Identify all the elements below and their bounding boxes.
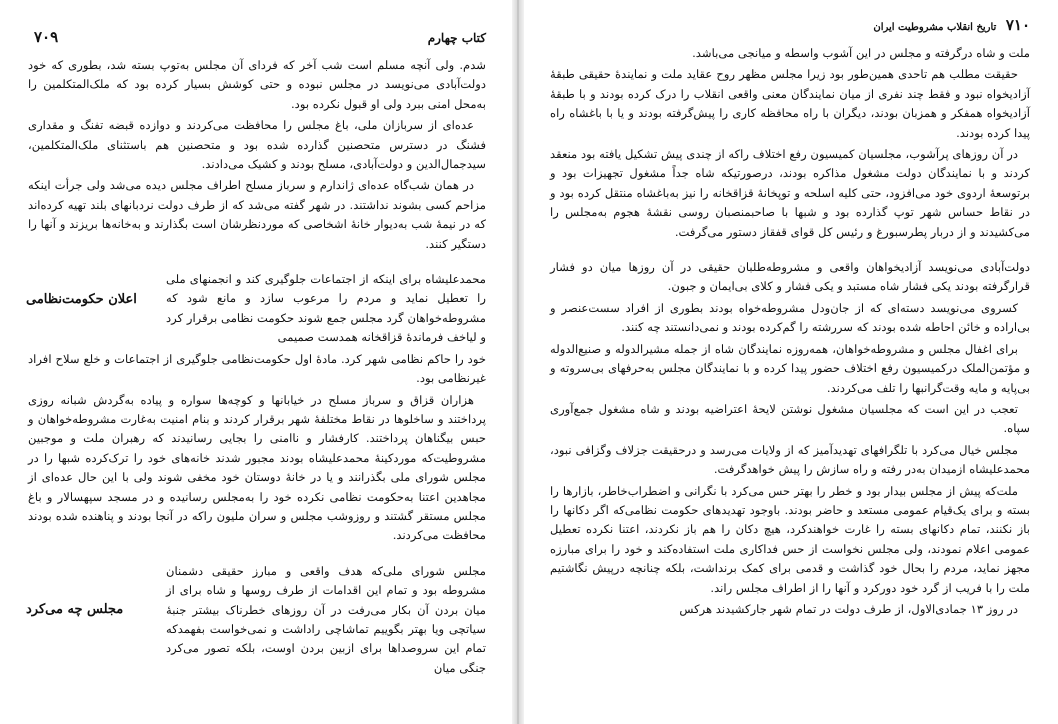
section-boxed-text: محمدعلیشاه برای اینکه از اجتماعات جلوگیری کند و انجمنهای ملی را تعطیل نماید و مردم را مرعوب سازد و مانع شود که مشروطه‌خواهان گرد مجلس جمع شوند حکومت نظامی برقرار کرد و لیاخف فرماندهٔ قزاقخانه همدست صمیمی: [166, 272, 486, 345]
spacer: [28, 548, 486, 562]
paragraph: برای اغفال مجلس و مشروطه‌خواهان، همه‌روزه نمایندگان شاه از جمله مشیرالدوله و صنیع‌الدوله و مؤتمن‌الملک درکمیسیون رفع اختلاف حضور پیدا کرده و با نمایندگان مجلس به‌حرفهای بی‌سروته و بی‌پایه و مایه وقت‌گرانبها را تلف می‌کردند.: [550, 341, 1030, 395]
paragraph: کسروی می‌نویسد دسته‌ای که از جان‌ودل مشروطه‌خواه بودند بطوری از افراد سست‌عنصر و بی‌اراده و خائن احاطه شده بودند که سررشته را گم‌کرده بودند و نمی‌دانستند چه کنند.: [550, 300, 1030, 335]
paragraph: ملت و شاه درگرفته و مجلس در این آشوب واسطه و میانجی می‌باشد.: [692, 46, 1030, 60]
paragraph: حقیقت مطلب هم تاحدی همین‌طور بود زیرا مجلس مظهر روح عقاید ملت و نمایندهٔ حقیقی طبقهٔ آزادیخواه نبود و فقط چند نفری از میان نمایندگان معنی واقعی انقلاب را درک کرده بودند و با طبقهٔ آزادیخواه همفکر و همزبان بودند، دیگران با راه محافظه کاری را پیش‌گرفته بودند و یا با باغشاه راه پیدا کرده بودند.: [550, 67, 1030, 140]
left-running-header: [28, 28, 486, 46]
right-header-group: [873, 16, 1030, 34]
left-body: [28, 56, 486, 678]
paragraph: هزاران قزاق و سرباز مسلح در خیابانها و کوچه‌ها سواره و پیاده به‌گردش شبانه روزی پرداختند و ساخلوها در نقاط مختلفهٔ شهر برقرار کردند و بنام امنیت به‌غارت مشروطه‌خواهان و حبس بیگناهان پرداختند. کارفشار و ناامنی را بجایی رسانیدند که رهبران ملت و موجبین مشروطیت‌که موردکینهٔ محمدعلیشاه بودند مجبور شدند خانه‌های خود را ترک‌کرده شبها را در مجلس شورای ملی بگذرانند و یا در خانهٔ دوستان خود مخفی شوند ولی با این حال عده‌ای از مجاهدین اعتنا به‌حکومت نظامی نکرده خود را به‌مجلس رسانیده و در مسجد سپهسالار و باغ مجلس مستقر گشتند و روزوشب مجلس و سران ملیون راکه در آنجا بودند و پناهنده شده بودند محافظت می‌کردند.: [28, 392, 486, 543]
right-body: [550, 44, 1030, 619]
paragraph: در آن روزهای پرآشوب، مجلسیان کمیسیون رفع اختلاف راکه از چندی پیش تشکیل یافته بود منعقد کردند و با نمایندگان دولت مشغول مذاکره بودند، درصورتیکه شاه جداً مشغول تجهیزات بود و برتوسعهٔ اردوی خود می‌افزود، حتی کلیه اسلحه و توپخانهٔ قزاقخانه را نیز به‌باغشاه منتقل کرده بود و در نقاط حساس شهر توپ گذارده بود و شبها با صاحبمنصبان روسی نقشهٔ هجوم به‌مجلس را می‌کشیدند و از دربار پطرسبورغ و رئیس کل قوای قفقاز دستور می‌گرفت.: [550, 147, 1030, 239]
paragraph: ملت‌که پیش از مجلس بیدار بود و خطر را بهتر حس می‌کرد با نگرانی و اضطراب‌خاطر، بازارها را بسته و برای یک‌قیام عمومی مستعد و حاضر بودند. باوجود تهدیدهای حکومت نظامی‌که اگر دکانها را باز نکنند، تمام دکانهای بسته را غارت خواهند‌کرد، هیچ دکان را هم باز نکردند، اعتنا نکرده تعطیل عمومی اعلام نمودند، ولی مجلس نخواست از حس فداکاری ملت استفاده‌کند و خود را برای مبارزه مجهز نماید، مردم را بحال خود گذاشت و قدمی برای کمک برنداشت، بلکه چنانچه درپیش نگاشتیم ملت را با فریب از گرد خود دورکرد و آنها را از اطراف مجلس راند.: [550, 483, 1030, 595]
paragraph: در روز ۱۳ جمادی‌الاول، از طرف دولت در تمام شهر جارکشیدند هرکس: [679, 601, 1018, 616]
section-boxed-text: مجلس شورای ملی‌که هدف واقعی و مبارز حقیقی دشمنان مشروطه بود و تمام این اقدامات از طرف روسها و شاه برای از میان بردن آن بکار می‌رفت در آن روزهای خطرناک بیشتر جنبهٔ سیاتچی ویا بهتر بگوییم تماشاچی راداشت و نمی‌خواست بفهمدکه تمام این سروصداها برای ازبین بردن اوست، بلکه تصور می‌کرد جنگی میان: [166, 563, 486, 675]
right-header-title: تاریخ انقلاب مشروطیت ایران: [873, 22, 997, 33]
right-page-number: ۷۱۰: [1005, 16, 1030, 34]
margin-title-parliament: مجلس چه می‌کرد: [26, 601, 124, 617]
paragraph: مجلس خیال می‌کرد با تلگرافهای تهدیدآمیز که از ولایات می‌رسد و درحقیقت جزلاف وگزافی نبود، محمدعلیشاه ازمیدان به‌در رفته و راه سازش را پیش خواهدگرفت.: [550, 442, 1030, 477]
spacer: [28, 256, 486, 270]
paragraph: خود را حاکم نظامی شهر کرد. مادهٔ اول حکومت‌نظامی جلوگیری از اجتماعات و خلع سلاح افراد غیرنظامی بود.: [28, 351, 486, 386]
left-page-number: ۷۰۹: [34, 28, 59, 46]
spacer: [550, 244, 1030, 258]
margin-title-martial-law: اعلان حکومت‌نظامی: [26, 292, 137, 308]
right-page: [526, 0, 1058, 724]
section-parliament: [28, 562, 486, 678]
left-header-title: کتاب چهارم: [427, 31, 486, 45]
paragraph: تعجب در این است که مجلسیان مشغول نوشتن لایحهٔ اعتراضیه بودند و شاه مشغول جمع‌آوری سپاه.: [550, 401, 1030, 436]
section-martial-law: [28, 270, 486, 546]
paragraph: شدم. ولی آنچه مسلم است شب آخر که فردای آن مجلس به‌توپ بسته شد، بطوری که خود دولت‌آبادی می‌نویسد در مجلس نبوده و حتی کوشش بسیار کرده بود که ملک‌المتکلمین را به‌محل امنی ببرد ولی او قبول نکرده بود.: [28, 58, 486, 111]
paragraph: در همان شب‌گاه عده‌ای ژاندارم و سرباز مسلح اطراف مجلس دیده می‌شد ولی جرأت اینکه مزاحم کسی بشوند نداشتند. در شهر گفته می‌شد که از طرف دولت نردبانهای بلند تهیه کرده‌اند که در نیمهٔ شب به‌دیوار خانهٔ اشخاصی که موردنظرشان است بگذارند و به‌خانه‌ها بریزند و آنها را دستگیر کنند.: [28, 178, 486, 251]
right-running-header: [550, 16, 1030, 34]
book-spine: [512, 0, 524, 724]
left-page: [0, 0, 510, 724]
paragraph: دولت‌آبادی می‌نویسد آزادیخواهان واقعی و مشروطه‌طلبان حقیقی در آن روزها میان دو فشار قرارگرفته بودند یکی فشار شاه مستبد و یکی فشار و کلای بی‌ایمان و جبون.: [550, 260, 1030, 294]
paragraph: عده‌ای از سربازان ملی، باغ مجلس را محافظت می‌کردند و دوازده قبضه تفنگ و مقداری فشنگ در دسترس متحصنین گذارده شده بود و متحصنین هم باستثنای ملک‌المتکلمین، سیدجمال‌الدین و دولت‌آبادی، مسلح بودند و کشیک می‌دادند.: [28, 118, 486, 172]
